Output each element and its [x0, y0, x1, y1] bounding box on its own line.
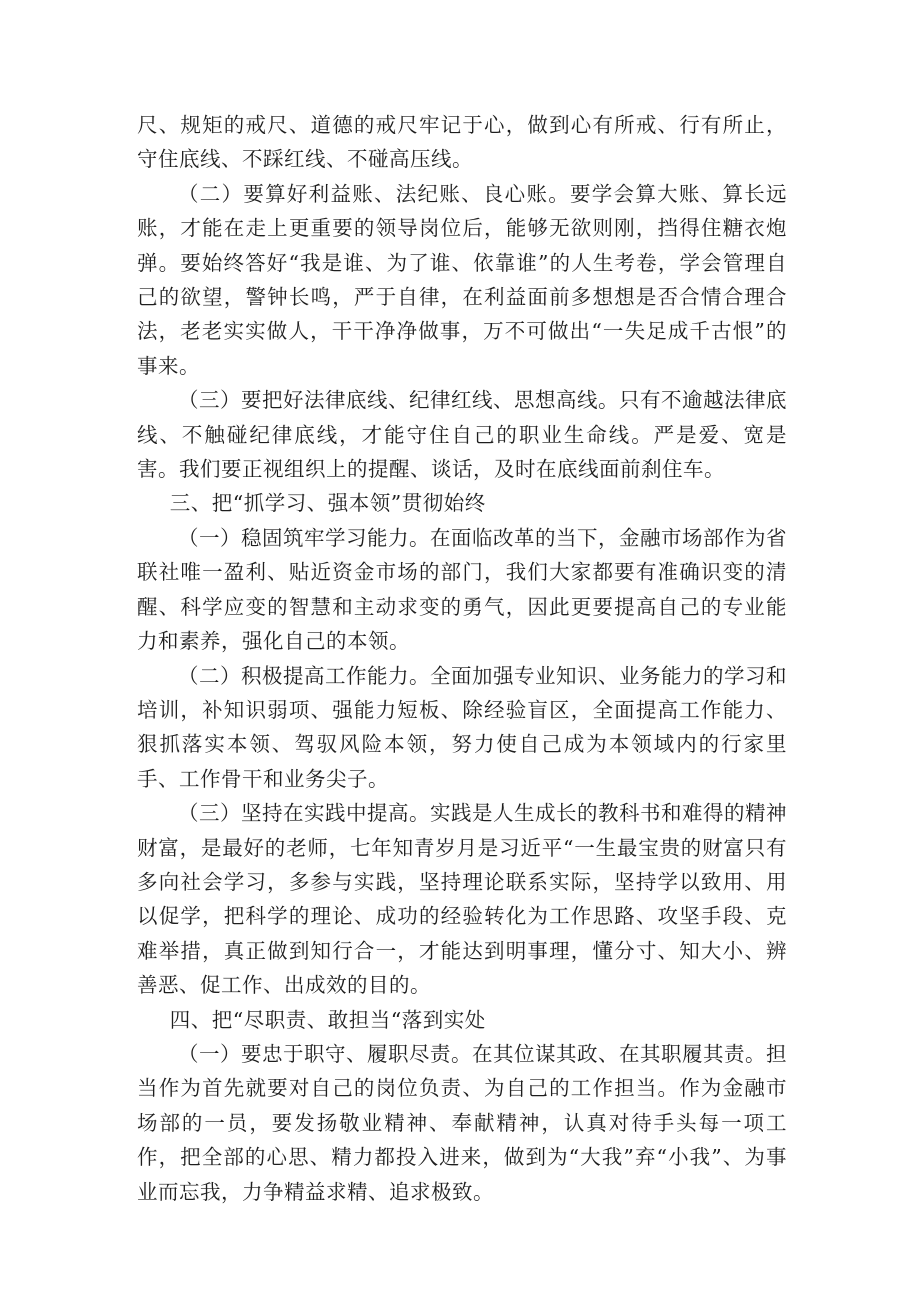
paragraph-1-duty: （一）要忠于职守、履职尽责。在其位谋其政、在其职履其责。担当作为首先就要对自己的岗位负责、为自己的工作担当。作为金融市场部的一员，要发扬敬业精神、奉献精神，认真对待手头每一项工作，把全部的心思、精力都投入进来，做到为“大我”弃“小我”、为事业而忘我，力争精益求精、追求极致。	[137, 1041, 787, 1204]
paragraph-1-learning: （一）稳固筑牢学习能力。在面临改革的当下，金融市场部作为省联社唯一盈利、贴近资金市场的部门，我们大家都要有准确识变的清醒、科学应变的智慧和主动求变的勇气，因此更要提高自己的专业能力和素养，强化自己的本领。	[137, 525, 787, 654]
document-body	[137, 108, 787, 1209]
paragraph-3-practice: （三）坚持在实践中提高。实践是人生成长的教科书和难得的精神财富，是最好的老师，七年知青岁月是习近平“一生最宝贵的财富只有多向社会学习，多参与实践，坚持理论联系实际，坚持学以致用、用以促学，把科学的理论、成功的经验转化为工作思路、攻坚手段、克难举措，真正做到知行合一，才能达到明事理，懂分寸、知大小、辨善恶、促工作、出成效的目的。	[137, 801, 787, 998]
paragraph-3-bottom-lines: （三）要把好法律底线、纪律红线、思想高线。只有不逾越法律底线、不触碰纪律底线，才能守住自己的职业生命线。严是爱、宽是害。我们要正视组织上的提醒、谈话，及时在底线面前刹住车。	[137, 388, 787, 482]
section-heading-3: 三、把“抓学习、强本领”贯彻始终	[169, 491, 486, 516]
paragraph-2-accounts: （二）要算好利益账、法纪账、良心账。要学会算大账、算长远账，才能在走上更重要的领导岗位后，能够无欲则刚，挡得住糖衣炮弹。要始终答好“我是谁、为了谁、依靠谁”的人生考卷，学会管理自己的欲望，警钟长鸣，严于自律，在利益面前多想想是否合情合理合法，老老实实做人，干干净净做事，万不可做出“一失足成千古恨”的事来。	[137, 181, 787, 378]
section-heading-4: 四、把“尽职责、敢担当“落到实处	[169, 1007, 486, 1032]
paragraph-2-work-ability: （二）积极提高工作能力。全面加强专业知识、业务能力的学习和培训，补知识弱项、强能力短板、除经验盲区，全面提高工作能力、狠抓落实本领、驾驭风险本领，努力使自己成为本领域内的行家里手、工作骨干和业务尖子。	[137, 663, 787, 791]
paragraph-continued: 尺、规矩的戒尺、道德的戒尺牢记于心，做到心有所戒、行有所止，守住底线、不踩红线、不碰高压线。	[137, 113, 787, 172]
